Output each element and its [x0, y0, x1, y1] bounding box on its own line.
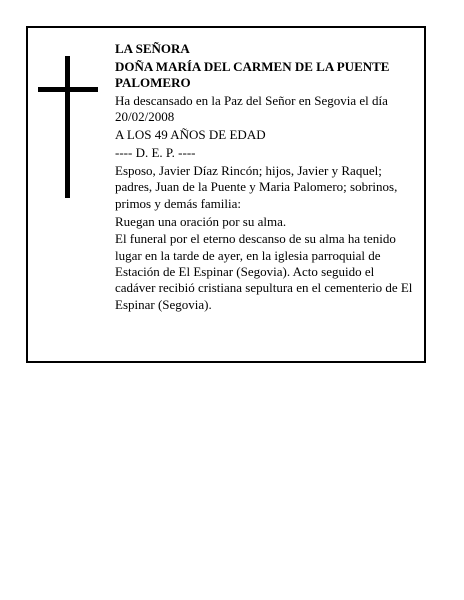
deceased-name: DOÑA MARÍA DEL CARMEN DE LA PUENTE PALOMERO [115, 58, 390, 91]
death-line: Ha descansado en la Paz del Señor en Segovia el día 20/02/2008 [115, 93, 388, 125]
cross-horizontal-bar [38, 87, 98, 92]
prayer-request: Ruegan una oración por su alma. [115, 213, 287, 229]
rip-line: ---- D. E. P. ---- [115, 145, 196, 161]
cross-icon [38, 56, 98, 198]
obituary-text [115, 41, 417, 315]
obituary-notice [26, 26, 426, 363]
funeral-details: El funeral por el eterno descanso de su alma ha tenido lugar en la tarde de ayer, en la iglesia parroquial de Estación de El Espinar (Segovia). Acto seguido el cadáver recibió cristiana sepultura en el cementerio de El Espinar (Segovia). [115, 231, 413, 312]
honorific: LA SEÑORA [115, 41, 190, 56]
family-list: Esposo, Javier Díaz Rincón; hijos, Javier y Raquel; padres, Juan de la Puente y Maria Palomero; sobrinos, primos y demás familia: [115, 163, 398, 211]
age-line: A LOS 49 AÑOS DE EDAD [115, 127, 266, 143]
cross-vertical-bar [65, 56, 70, 198]
